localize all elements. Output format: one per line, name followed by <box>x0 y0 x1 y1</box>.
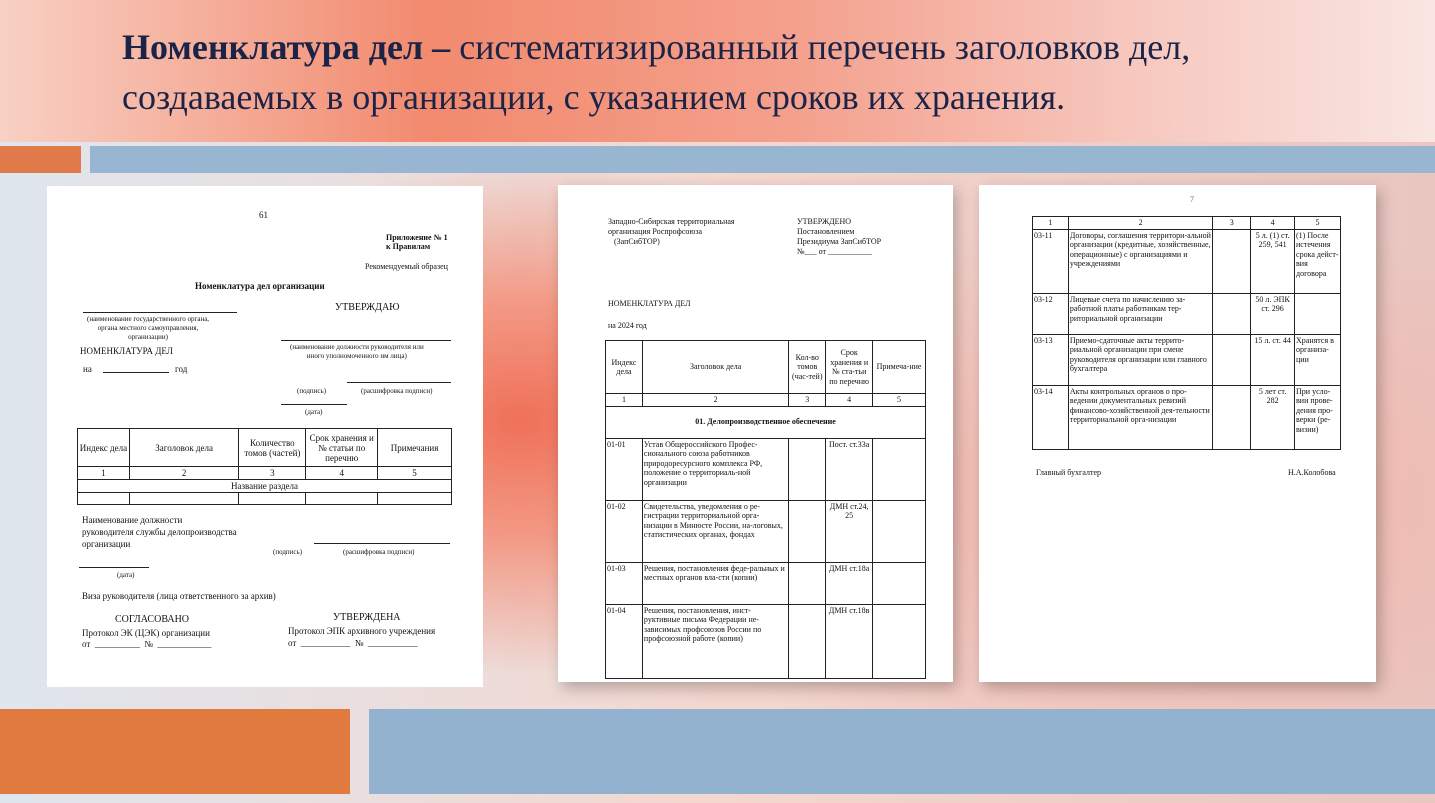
page-number: 7 <box>1190 195 1194 204</box>
table-row <box>606 500 926 562</box>
table-row <box>1033 385 1341 449</box>
row-volumes <box>1213 293 1251 334</box>
form-heading: Номенклатура дел организации <box>195 281 325 291</box>
document-nomenclature-2024 <box>558 185 953 682</box>
num-cell: 1 <box>606 394 643 407</box>
protocol-ek: Протокол ЭК (ЦЭК) организации <box>82 628 210 638</box>
appendix-label: Приложение № 1 <box>386 233 448 242</box>
sign-caption: (подпись) <box>297 387 327 395</box>
date-line-2 <box>79 567 149 568</box>
table-row <box>1033 293 1341 334</box>
year-label: год <box>175 364 188 374</box>
org-caption: (наименование государственного органа, органа местного самоуправления, организации) <box>87 315 210 341</box>
row-volumes <box>1213 229 1251 293</box>
col-index: Индекс дела <box>78 429 130 467</box>
table-row <box>606 438 926 500</box>
row-title: Приемо-сдаточные акты террито-риальной организации при смене руководителя организации или главного бухгалтера <box>1068 334 1213 385</box>
sign-caption-2: (подпись) <box>273 548 303 556</box>
row-note <box>1295 293 1341 334</box>
row-title: Акты контрольных органов о про-ведении документальных ревизий финансово-хозяйственной дея-тельности территориальной орга-низации <box>1068 385 1213 449</box>
document-sample-form <box>47 186 483 687</box>
row-term: Пост. ст.33а <box>826 438 873 500</box>
row-index: 01-04 <box>606 604 643 678</box>
row-volumes <box>789 604 826 678</box>
num-cell: 5 <box>1295 217 1341 230</box>
num-cell: 2 <box>1068 217 1213 230</box>
row-index: 03-14 <box>1033 385 1069 449</box>
row-volumes <box>789 438 826 500</box>
date-line <box>281 404 347 405</box>
row-title: Решения, постановления феде-ральных и местных органов вла-сти (копии) <box>642 562 788 604</box>
col-title: Заголовок дела <box>129 429 239 467</box>
row-term: ДМН ст.18в <box>826 604 873 678</box>
row-note <box>873 500 926 562</box>
decode-caption-2: (расшифровка подписи) <box>343 548 415 556</box>
decor-bar-blue-bottom <box>369 709 1435 794</box>
col-term: Срок хранения и № ста-тьи по перечню <box>826 341 873 394</box>
col-note: Примеча-ние <box>873 341 926 394</box>
slide-title <box>122 22 1362 122</box>
num-cell: 3 <box>1213 217 1251 230</box>
row-term: 5 лет ст. 282 <box>1251 385 1295 449</box>
position-label: Наименование должности руководителя службы делопроизводства организации <box>82 515 237 549</box>
row-term: ДМН ст.24, 25 <box>826 500 873 562</box>
row-index: 01-03 <box>606 562 643 604</box>
row-note <box>873 604 926 678</box>
row-note: (1) После истечения срока дейст-вия договора <box>1295 229 1341 293</box>
num-cell: 3 <box>789 394 826 407</box>
row-term: 5 л. (1) ст. 259, 541 <box>1251 229 1295 293</box>
row-volumes <box>1213 334 1251 385</box>
num-cell: 2 <box>642 394 788 407</box>
protocol-epk-from: от ___________ № ___________ <box>288 638 418 648</box>
sample-label: Рекомендуемый образец <box>365 262 448 271</box>
org-line <box>83 312 237 313</box>
accountant-name: Н.А.Колобова <box>1288 468 1336 477</box>
protocol-epk: Протокол ЭПК архивного учреждения <box>288 626 436 636</box>
section-title: Название раздела <box>78 480 452 493</box>
row-volumes <box>1213 385 1251 449</box>
visa-label: Виза руководителя (лица ответственного за архив) <box>82 591 276 601</box>
decor-bar-blue-top <box>90 146 1435 173</box>
row-volumes <box>789 500 826 562</box>
protocol-ek-from: от __________ № ____________ <box>82 639 212 649</box>
table-row <box>1033 229 1341 293</box>
nomenclature-table <box>77 428 452 505</box>
row-index: 03-11 <box>1033 229 1069 293</box>
num-cell: 1 <box>78 467 130 480</box>
date-caption: (дата) <box>305 408 323 416</box>
appendix-rules: к Правилам <box>386 242 431 251</box>
row-title: Устав Общероссийского Профес-сионального союза работников природоресурсного комплекса РФ, положение о территориаль-ной организации <box>642 438 788 500</box>
decode-line-2 <box>314 543 450 544</box>
page-number: 61 <box>259 210 268 220</box>
head-caption: (наименование должности руководителя или иного уполномоченного им лица) <box>290 343 424 360</box>
nomenclature-table-2 <box>605 340 926 679</box>
row-index: 01-01 <box>606 438 643 500</box>
approve-label: УТВЕРЖДАЮ <box>335 302 400 313</box>
accountant-label: Главный бухгалтер <box>1036 468 1101 477</box>
title-definition: систематизированный перечень заголовков дел, создаваемых в организации, с указанием сроков их хранения. <box>122 27 1191 117</box>
num-cell: 4 <box>1251 217 1295 230</box>
num-cell: 5 <box>873 394 926 407</box>
col-term: Срок хранения и № статьи по перечню <box>306 429 378 467</box>
year-line <box>103 372 169 373</box>
document-nomenclature-continued <box>979 185 1376 682</box>
num-cell: 5 <box>378 467 452 480</box>
col-title: Заголовок дела <box>642 341 788 394</box>
approval-block: УТВЕРЖДЕНО Постановлением Президиума ЗапСибТОР №___ от ___________ <box>797 217 882 256</box>
num-cell: 2 <box>129 467 239 480</box>
row-index: 03-13 <box>1033 334 1069 385</box>
row-index: 03-12 <box>1033 293 1069 334</box>
row-note <box>873 438 926 500</box>
decode-caption: (расшифровка подписи) <box>361 387 433 395</box>
decor-bar-orange-bottom <box>0 709 350 794</box>
table-row <box>1033 334 1341 385</box>
row-note: При усло-вии прове-дения про-верки (ре-визии) <box>1295 385 1341 449</box>
approved-label: УТВЕРЖДЕНА <box>333 612 401 623</box>
row-term: 15 л. ст. 44 <box>1251 334 1295 385</box>
org-name: Западно-Сибирская территориальная организация Роспрофсоюза (ЗапСибТОР) <box>608 217 735 246</box>
row-title: Договоры, соглашения территори-альной организации (кредитные, хозяйственные, операционные) с организациями и учреждениями <box>1068 229 1213 293</box>
col-index: Индекс дела <box>606 341 643 394</box>
nomenclature-table-3 <box>1032 216 1341 450</box>
row-title: Лицевые счета по начислению за-работной платы работникам тер-риториальной организации <box>1068 293 1213 334</box>
num-cell: 1 <box>1033 217 1069 230</box>
row-note: Хранятся в организа-ции <box>1295 334 1341 385</box>
col-note: Примечания <box>378 429 452 467</box>
num-cell: 3 <box>239 467 306 480</box>
title-term: Номенклатура дел – <box>122 27 451 67</box>
date-caption-2: (дата) <box>117 571 135 579</box>
row-term: 50 л. ЭПК ст. 296 <box>1251 293 1295 334</box>
table-row <box>606 562 926 604</box>
table-row <box>606 604 926 678</box>
nomenclature-label: НОМЕНКЛАТУРА ДЕЛ <box>80 346 173 356</box>
nomenclature-title: НОМЕНКЛАТУРА ДЕЛ <box>608 299 691 308</box>
row-index: 01-02 <box>606 500 643 562</box>
nomenclature-year: на 2024 год <box>608 321 647 330</box>
row-volumes <box>789 562 826 604</box>
num-cell: 4 <box>826 394 873 407</box>
on-label: на <box>83 364 92 374</box>
decor-bar-orange-top <box>0 146 81 173</box>
row-title: Свидетельства, уведомления о ре-гистрации территориальной орга-низации в Минюсте России, на-логовых, статистических органах, фондах <box>642 500 788 562</box>
section-title: 01. Делопроизводственное обеспечение <box>606 406 926 438</box>
row-title: Решения, постановления, инст-руктивные письма Федерации не-зависимых профсоюзов России по профсоюзной работе (копии) <box>642 604 788 678</box>
row-note <box>873 562 926 604</box>
head-line <box>281 340 451 341</box>
decode-line <box>347 382 451 383</box>
col-volumes: Количество томов (частей) <box>239 429 306 467</box>
col-volumes: Кол-во томов (час-тей) <box>789 341 826 394</box>
row-term: ДМН ст.18а <box>826 562 873 604</box>
num-cell: 4 <box>306 467 378 480</box>
agreed-label: СОГЛАСОВАНО <box>115 614 190 625</box>
